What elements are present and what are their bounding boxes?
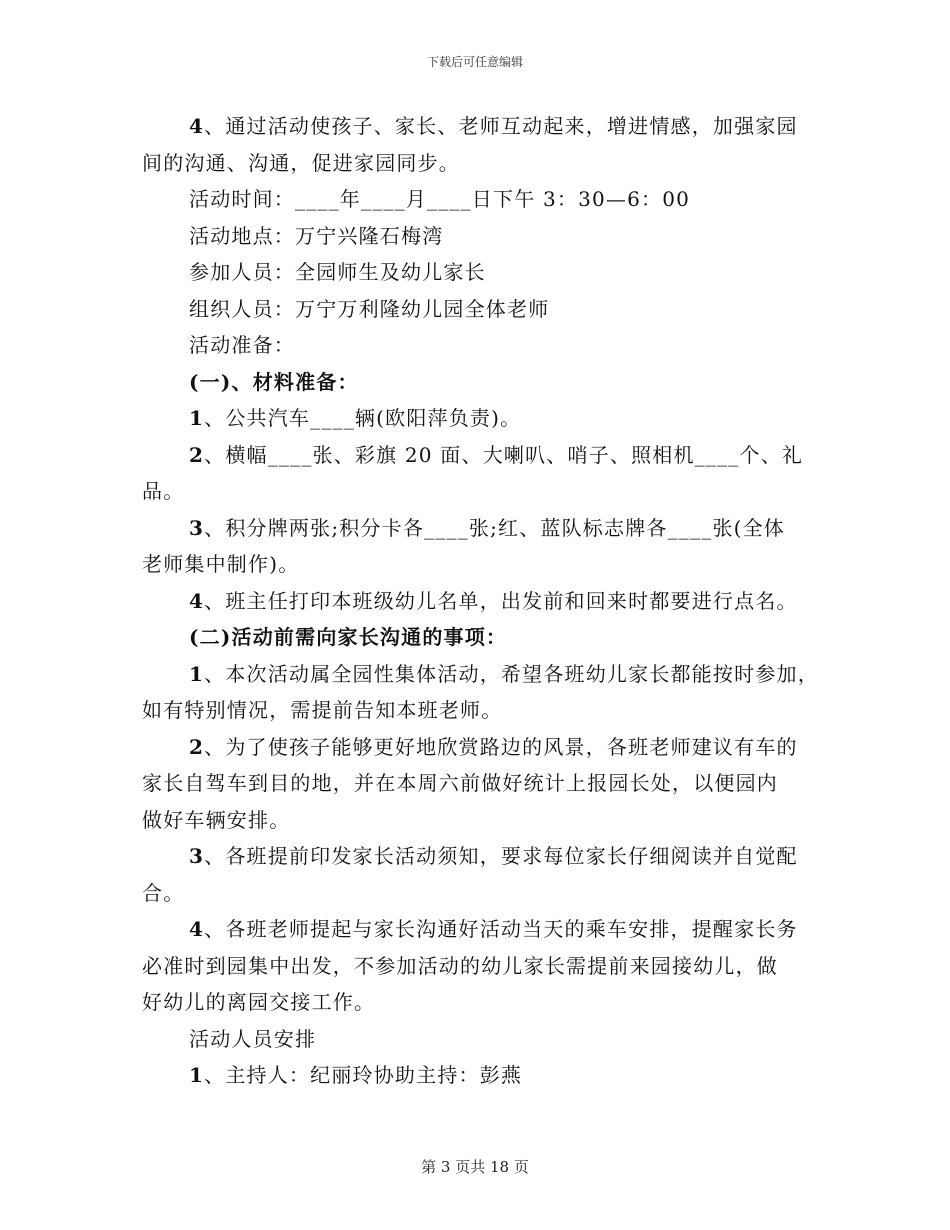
participants: 参加人员：全园师生及幼儿家长 [189, 260, 486, 284]
communication-item-1 [142, 656, 822, 693]
communication-item-3 [142, 838, 822, 875]
paragraph-line: 必准时到园集中出发，不参加活动的幼儿家长需提前来园接幼儿，做 [142, 953, 778, 978]
communication-item-4 [142, 911, 822, 948]
item-number: 1 [189, 1063, 205, 1087]
paragraph-text: 、班主任打印本班级幼儿名单，出发前和回来时都要进行点名。 [204, 588, 798, 613]
paragraph-line: 合。 [142, 880, 185, 905]
item-number: 3 [189, 515, 205, 540]
paragraph-text: 、主持人：纪丽玲协助主持：彭燕 [204, 1063, 523, 1087]
item-number: 2 [189, 442, 205, 467]
section-heading-parent-communication: (二)活动前需向家长沟通的事项： [189, 625, 508, 649]
paragraph-text: 、通过活动使孩子、家长、老师互动起来，增进情感，加强家园 [204, 114, 798, 138]
activity-time: 活动时间：____年____月____日下午 3：30—6：00 [189, 187, 691, 211]
paragraph-line: 间的沟通、沟通，促进家园同步。 [142, 150, 460, 175]
materials-item-4 [142, 583, 822, 620]
materials-item-3 [142, 510, 822, 547]
staff-item-1 [142, 1057, 822, 1094]
page-footer: 第 3 页共 18 页 [421, 1158, 529, 1176]
paragraph-line: 家长自驾车到目的地，并在本周六前做好统计上报园长处，以便园内 [142, 771, 778, 795]
paragraph-text: 、本次活动属全园性集体活动，希望各班幼儿家长都能按时参加， [204, 661, 819, 686]
materials-item-2 [142, 437, 822, 474]
item-number: 4 [189, 114, 205, 138]
paragraph-text: 、各班老师提起与家长沟通好活动当天的乘车安排，提醒家长务 [204, 917, 798, 941]
item-number: 1 [189, 406, 205, 430]
materials-item-1 [142, 400, 822, 437]
section-heading-materials: (一)、材料准备： [189, 369, 359, 394]
staff-arrangement-heading: 活动人员安排 [189, 1026, 317, 1051]
paragraph-text: 、为了使孩子能够更好地欣赏路边的风景，各班老师建议有车的 [204, 734, 798, 759]
paragraph-text: 、公共汽车____辆(欧阳萍负责)。 [204, 406, 522, 430]
paragraph-line: 老师集中制作)。 [142, 552, 300, 576]
paragraph-line: 品。 [142, 479, 185, 503]
item-number: 2 [189, 734, 205, 759]
item-number: 4 [189, 917, 205, 941]
organizers: 组织人员：万宁万利隆幼儿园全体老师 [189, 296, 550, 321]
item-number: 3 [189, 844, 205, 868]
communication-item-2 [142, 729, 822, 766]
page-header: 下载后可任意编辑 [426, 55, 523, 69]
activity-preparation-label: 活动准备： [189, 333, 295, 357]
paragraph-goal-4 [142, 108, 822, 145]
item-number: 4 [189, 588, 205, 613]
document-body [142, 108, 822, 1094]
activity-location: 活动地点：万宁兴隆石梅湾 [189, 223, 444, 248]
paragraph-text: 、横幅____张、彩旗 20 面、大喇叭、哨子、照相机____个、礼 [204, 442, 804, 467]
paragraph-text: 、各班提前印发家长活动须知，要求每位家长仔细阅读并自觉配 [204, 844, 798, 868]
paragraph-line: 如有特别情况，需提前告知本班老师。 [142, 698, 503, 722]
paragraph-text: 、积分牌两张;积分卡各____张;红、蓝队标志牌各____张(全体 [204, 515, 786, 540]
item-number: 1 [189, 661, 205, 686]
paragraph-line: 做好车辆安排。 [142, 807, 291, 832]
paragraph-line: 好幼儿的离园交接工作。 [142, 990, 376, 1014]
